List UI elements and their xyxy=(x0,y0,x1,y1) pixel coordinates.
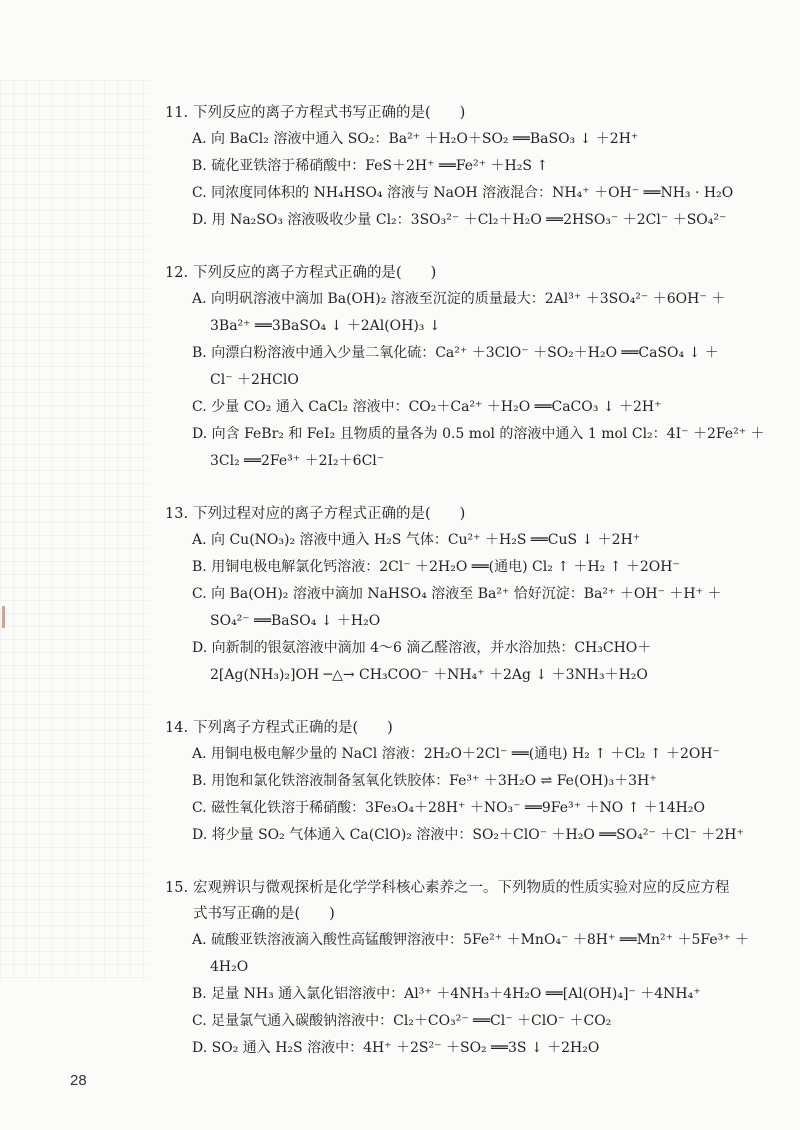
option-d: D. 向含 FeBr₂ 和 FeI₂ 且物质的量各为 0.5 mol 的溶液中通入 1 mol Cl₂：4I⁻ ＋2Fe²⁺ ＋ xyxy=(192,426,765,442)
option-c-continued: SO₄²⁻ ══BaSO₄ ↓ ＋H₂O xyxy=(210,613,381,629)
option-a: A. 用铜电极电解少量的 NaCl 溶液：2H₂O＋2Cl⁻ ══(通电) H₂ ↑ ＋Cl₂ ↑ ＋2OH⁻ xyxy=(192,746,720,762)
question-stem: 11. 下列反应的离子方程式书写正确的是( ) xyxy=(165,105,466,121)
option-c: C. 向 Ba(OH)₂ 溶液中滴加 NaHSO₄ 溶液至 Ba²⁺ 恰好沉淀：Ba²⁺ ＋OH⁻ ＋H⁺ ＋ xyxy=(192,586,722,602)
option-d: D. SO₂ 通入 H₂S 溶液中：4H⁺ ＋2S²⁻ ＋SO₂ ══3S ↓ ＋2H₂O xyxy=(192,1040,600,1056)
option-d-continued: 3Cl₂ ══2Fe³⁺ ＋2I₂＋6Cl⁻ xyxy=(210,453,385,469)
question-12 xyxy=(165,260,765,475)
margin-grid-decoration xyxy=(0,80,150,980)
option-c: C. 少量 CO₂ 通入 CaCl₂ 溶液中：CO₂＋Ca²⁺ ＋H₂O ══CaCO₃ ↓ ＋2H⁺ xyxy=(192,399,662,415)
option-d: D. 将少量 SO₂ 气体通入 Ca(ClO)₂ 溶液中：SO₂＋ClO⁻ ＋H₂O ══SO₄²⁻ ＋Cl⁻ ＋2H⁺ xyxy=(192,827,744,843)
option-b: B. 用铜电极电解氯化钙溶液：2Cl⁻ ＋2H₂O ══(通电) Cl₂ ↑ ＋H₂ ↑ ＋2OH⁻ xyxy=(192,559,680,575)
page-number: 28 xyxy=(70,1072,87,1089)
question-15 xyxy=(165,875,755,1062)
option-b: B. 硫化亚铁溶于稀硝酸中：FeS＋2H⁺ ══Fe²⁺ ＋H₂S ↑ xyxy=(192,158,549,174)
option-b: B. 足量 NH₃ 通入氯化铝溶液中：Al³⁺ ＋4NH₃＋4H₂O ══[Al(OH)₄]⁻ ＋4NH₄⁺ xyxy=(192,986,701,1002)
question-stem: 15. 宏观辨识与微观探析是化学学科核心素养之一。下列物质的性质实验对应的反应方程 xyxy=(165,880,730,896)
question-stem: 12. 下列反应的离子方程式正确的是( ) xyxy=(165,265,437,281)
question-14 xyxy=(165,715,755,849)
option-c: C. 同浓度同体积的 NH₄HSO₄ 溶液与 NaOH 溶液混合：NH₄⁺ ＋OH⁻ ══NH₃ · H₂O xyxy=(192,185,734,201)
question-stem: 13. 下列过程对应的离子方程式正确的是( ) xyxy=(165,506,466,522)
option-d-continued: 2[Ag(NH₃)₂]OH ─△→ CH₃COO⁻ ＋NH₄⁺ ＋2Ag ↓ ＋3NH₃＋H₂O xyxy=(210,667,648,683)
option-a-continued: 3Ba²⁺ ══3BaSO₄ ↓ ＋2Al(OH)₃ ↓ xyxy=(210,318,441,334)
option-d: D. 向新制的银氨溶液中滴加 4～6 滴乙醛溶液，并水浴加热：CH₃CHO＋ xyxy=(192,640,652,656)
option-b: B. 向漂白粉溶液中通入少量二氧化硫：Ca²⁺ ＋3ClO⁻ ＋SO₂＋H₂O ══CaSO₄ ↓ ＋ xyxy=(192,345,719,361)
edge-mark xyxy=(2,606,5,628)
option-a: A. 向 Cu(NO₃)₂ 溶液中通入 H₂S 气体：Cu²⁺ ＋H₂S ══CuS ↓ ＋2H⁺ xyxy=(192,532,641,548)
option-c: C. 磁性氧化铁溶于稀硝酸：3Fe₃O₄＋28H⁺ ＋NO₃⁻ ══9Fe³⁺ ＋NO ↑ ＋14H₂O xyxy=(192,800,705,816)
question-stem-continued: 式书写正确的是( ) xyxy=(193,906,335,922)
option-a: A. 向 BaCl₂ 溶液中通入 SO₂：Ba²⁺ ＋H₂O＋SO₂ ══BaSO₃ ↓ ＋2H⁺ xyxy=(192,131,639,147)
question-11 xyxy=(165,100,755,234)
option-a-continued: 4H₂O xyxy=(210,959,249,975)
option-c: C. 足量氯气通入碳酸钠溶液中：Cl₂＋CO₃²⁻ ══Cl⁻ ＋ClO⁻ ＋CO₂ xyxy=(192,1013,612,1029)
option-a: A. 硫酸亚铁溶液滴入酸性高锰酸钾溶液中：5Fe²⁺ ＋MnO₄⁻ ＋8H⁺ ══Mn²⁺ ＋5Fe³⁺ ＋ xyxy=(192,932,750,948)
option-d: D. 用 Na₂SO₃ 溶液吸收少量 Cl₂：3SO₃²⁻ ＋Cl₂＋H₂O ══2HSO₃⁻ ＋2Cl⁻ ＋SO₄²⁻ xyxy=(192,212,727,228)
option-a: A. 向明矾溶液中滴加 Ba(OH)₂ 溶液至沉淀的质量最大：2Al³⁺ ＋3SO₄²⁻ ＋6OH⁻ ＋ xyxy=(192,291,726,307)
question-13 xyxy=(165,501,755,689)
option-b: B. 用饱和氯化铁溶液制备氢氧化铁胶体：Fe³⁺ ＋3H₂O ⇌ Fe(OH)₃＋3H⁺ xyxy=(192,773,657,789)
question-list xyxy=(165,100,765,1062)
option-b-continued: Cl⁻ ＋2HClO xyxy=(210,372,299,388)
question-stem: 14. 下列离子方程式正确的是( ) xyxy=(165,720,393,736)
